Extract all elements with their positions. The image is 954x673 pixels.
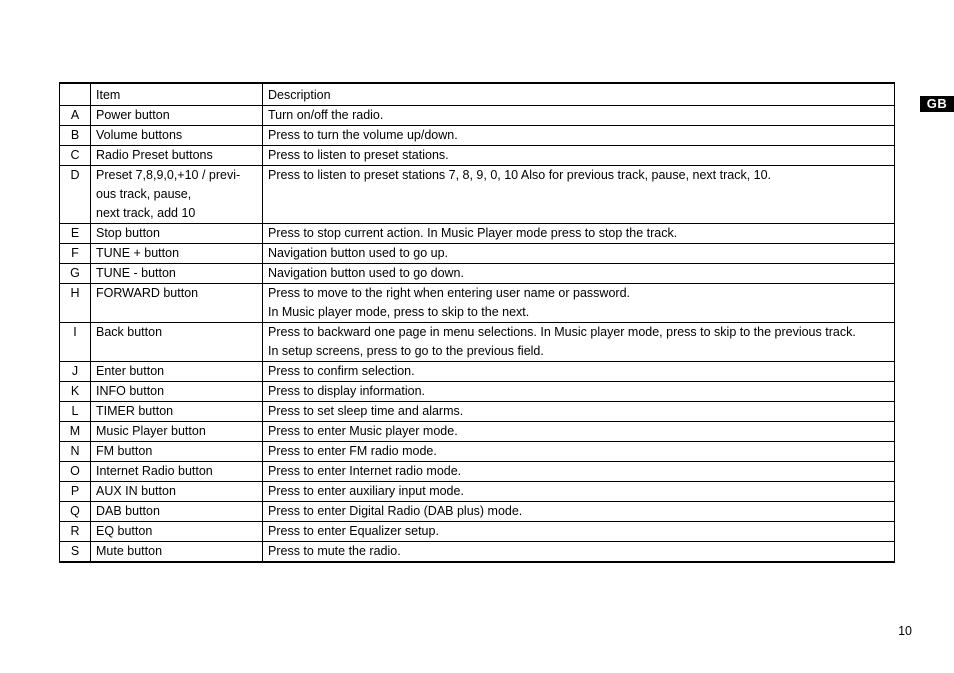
table-row [60,106,895,126]
row-item [91,166,263,224]
row-item [91,502,263,522]
row-description-text: Navigation button used to go up. [268,246,448,260]
row-letter: D [60,166,91,224]
button-reference-table [59,82,895,563]
row-letter: R [60,522,91,542]
row-item-text: next track, add 10 [96,206,196,220]
row-description [263,522,895,542]
table-header-row [60,83,895,106]
row-letter: B [60,126,91,146]
row-description [263,284,895,323]
table-row [60,442,895,462]
row-description-text: In Music player mode, press to skip to the next. [268,305,530,319]
row-item-text: TUNE + button [96,246,180,260]
row-letter: N [60,442,91,462]
row-description-text: Press to enter Equalizer setup. [268,524,439,538]
table-row [60,264,895,284]
table-row [60,244,895,264]
row-description-text: Press to stop current action. In Music Player mode press to stop the track. [268,226,678,240]
row-item-text: EQ button [96,524,153,538]
row-item [91,522,263,542]
row-description-text: Press to enter Internet radio mode. [268,464,462,478]
table-row [60,462,895,482]
row-description [263,462,895,482]
row-description [263,166,895,224]
row-item-text: ous track, pause, [96,187,192,201]
row-item-text: Stop button [96,226,160,240]
row-item [91,224,263,244]
row-item-text: Preset 7,8,9,0,+10 / previ- [96,168,241,182]
row-item [91,382,263,402]
row-item-text: INFO button [96,384,165,398]
row-description-text: Press to move to the right when entering user name or password. [268,286,630,300]
table-row [60,362,895,382]
row-letter: Q [60,502,91,522]
header-letter [60,83,91,106]
table-row [60,482,895,502]
row-description [263,362,895,382]
row-description-text: Turn on/off the radio. [268,108,384,122]
row-description-text: Press to turn the volume up/down. [268,128,458,142]
table-row [60,422,895,442]
row-item-text: FORWARD button [96,286,199,300]
row-description-text: Press to backward one page in menu selections. In Music player mode, press to skip to the previous track. [268,325,856,339]
row-description [263,482,895,502]
row-item-text: Mute button [96,544,163,558]
row-description-text: Press to enter Digital Radio (DAB plus) mode. [268,504,523,518]
table-row [60,166,895,224]
row-item-text: TUNE - button [96,266,176,280]
row-description [263,502,895,522]
row-item [91,323,263,362]
row-description-text: Navigation button used to go down. [268,266,464,280]
row-letter: I [60,323,91,362]
row-item-text: TIMER button [96,404,174,418]
row-description-text: Press to mute the radio. [268,544,401,558]
row-item [91,482,263,502]
row-letter: C [60,146,91,166]
row-letter: O [60,462,91,482]
table-row [60,284,895,323]
table-row [60,126,895,146]
row-description-text: Press to listen to preset stations 7, 8, 9, 0, 10 Also for previous track, pause, next track, 10. [268,168,772,182]
row-item-text: Music Player button [96,424,206,438]
row-item-text: Radio Preset buttons [96,148,213,162]
row-description [263,422,895,442]
row-item [91,146,263,166]
row-item-text: AUX IN button [96,484,176,498]
row-description-text: Press to confirm selection. [268,364,415,378]
row-item-text: FM button [96,444,153,458]
row-letter: K [60,382,91,402]
row-letter: M [60,422,91,442]
row-item-text: Power button [96,108,170,122]
header-description: Description [263,83,895,106]
table-body [60,83,895,562]
row-item [91,106,263,126]
row-letter: A [60,106,91,126]
language-badge: GB [920,96,954,112]
row-description-text: Press to listen to preset stations. [268,148,449,162]
row-letter: E [60,224,91,244]
row-item [91,402,263,422]
row-description [263,146,895,166]
row-description [263,264,895,284]
row-description-text: Press to set sleep time and alarms. [268,404,464,418]
row-description [263,402,895,422]
row-item [91,462,263,482]
row-letter: F [60,244,91,264]
row-description-text: Press to enter FM radio mode. [268,444,437,458]
row-description [263,382,895,402]
row-item-text: DAB button [96,504,160,518]
row-letter: P [60,482,91,502]
table-row [60,224,895,244]
table-row [60,542,895,563]
row-description [263,244,895,264]
table-row [60,382,895,402]
row-description [263,224,895,244]
row-item [91,542,263,563]
table-row [60,323,895,362]
row-item-text: Internet Radio button [96,464,213,478]
header-item: Item [91,83,263,106]
row-item [91,126,263,146]
row-description [263,442,895,462]
row-letter: S [60,542,91,563]
row-description-text: Press to enter auxiliary input mode. [268,484,464,498]
row-description-text: In setup screens, press to go to the previous field. [268,344,544,358]
row-item [91,244,263,264]
row-description [263,126,895,146]
row-item [91,362,263,382]
row-description [263,323,895,362]
page-number: 10 [898,624,912,638]
row-description [263,106,895,126]
row-letter: J [60,362,91,382]
row-description [263,542,895,563]
row-letter: H [60,284,91,323]
row-item [91,264,263,284]
table-row [60,402,895,422]
row-letter: G [60,264,91,284]
row-item [91,442,263,462]
table-row [60,502,895,522]
table-row [60,146,895,166]
row-description-text: Press to display information. [268,384,426,398]
row-item-text: Volume buttons [96,128,183,142]
row-item-text: Enter button [96,364,165,378]
row-letter: L [60,402,91,422]
row-item [91,284,263,323]
row-item [91,422,263,442]
table-row [60,522,895,542]
row-item-text: Back button [96,325,163,339]
row-description-text: Press to enter Music player mode. [268,424,458,438]
